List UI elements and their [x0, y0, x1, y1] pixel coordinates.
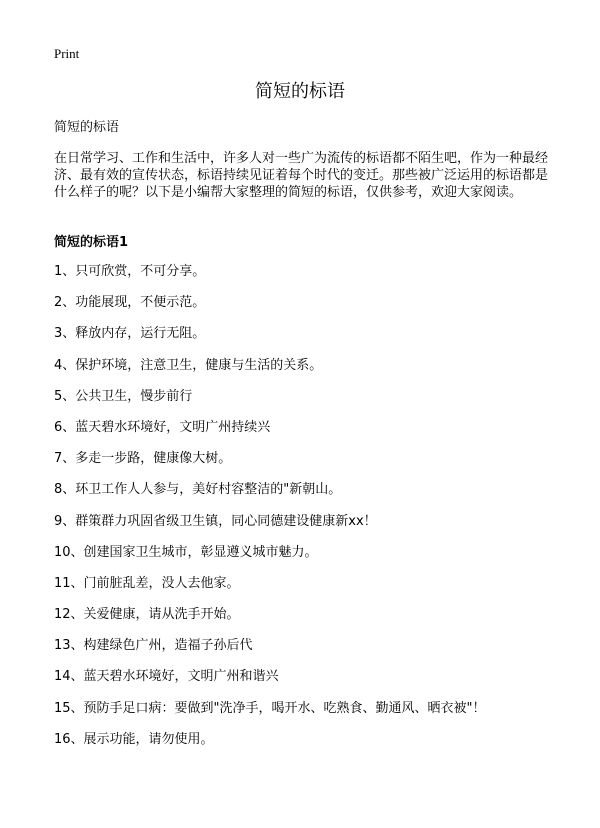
print-link[interactable]: Print: [54, 46, 80, 61]
list-item: 6、蓝天碧水环境好，文明广州持续兴: [54, 419, 271, 435]
intro-paragraph: 在日常学习、工作和生活中，许多人对一些广为流传的标语都不陌生吧，作为一种最经济、最有效的宣传状态，标语持续见证着每个时代的变迁。那些被广泛运用的标语都是什么样子的呢？以下是小编帮大家整理的简短的标语，仅供参考，欢迎大家阅读。: [54, 151, 549, 200]
slogan-list: [54, 263, 574, 762]
list-item: 5、公共卫生，慢步前行: [54, 388, 193, 404]
list-item: 10、创建国家卫生城市，彰显遵义城市魅力。: [54, 544, 318, 560]
list-item: 9、群策群力巩固省级卫生镇，同心同德建设健康新xx！: [54, 513, 377, 529]
list-item: 16、展示功能，请勿使用。: [54, 731, 214, 747]
list-item: 1、只可欣赏，不可分享。: [54, 264, 206, 279]
list-item: 13、构建绿色广州，造福子孙后代: [54, 638, 253, 654]
page-title: 简短的标语: [255, 81, 345, 102]
list-item: 14、蓝天碧水环境好，文明广州和谐兴: [54, 669, 279, 685]
list-item: 15、预防手足口病：要做到"洗净手，喝开水、吃熟食、勤通风、晒衣被"！: [54, 700, 486, 716]
list-item: 11、门前脏乱差，没人去他家。: [54, 575, 240, 591]
list-item: 4、保护环境，注意卫生，健康与生活的关系。: [54, 357, 323, 373]
list-item: 2、功能展现，不便示范。: [54, 295, 206, 311]
list-item: 12、关爱健康，请从洗手开始。: [54, 607, 240, 623]
list-item: 3、释放内存，运行无阻。: [54, 326, 206, 342]
article-subtitle: 简短的标语: [54, 120, 120, 135]
section-heading: 简短的标语1: [54, 235, 129, 250]
list-item: 8、环卫工作人人参与，美好村容整洁的"新朝山。: [54, 482, 342, 498]
list-item: 7、多走一步路，健康像大树。: [54, 451, 232, 467]
